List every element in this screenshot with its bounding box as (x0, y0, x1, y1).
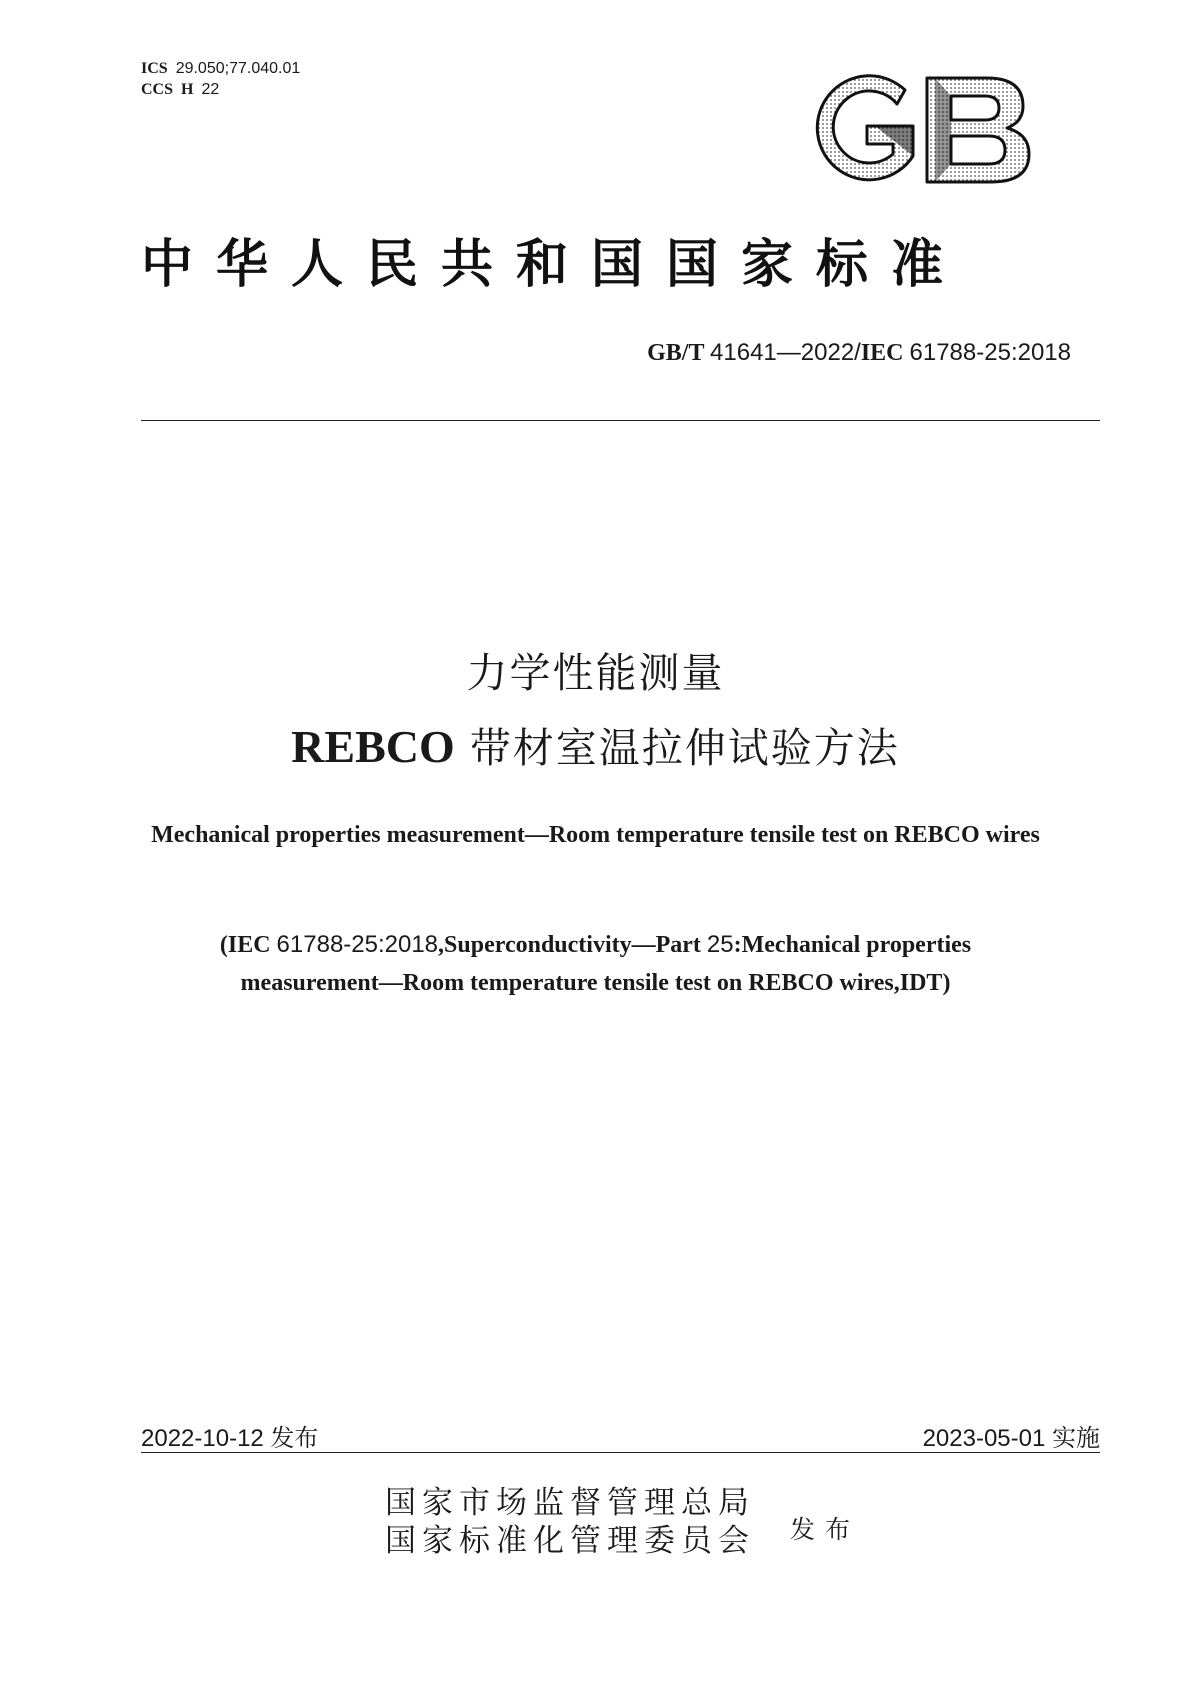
iec-reference-line-1 (0, 931, 1191, 959)
iec-reference-line-2: measurement—Room temperature tensile test on REBCO wires,IDT) (240, 970, 951, 996)
issuer-sac: 国家标准化管理委员会 (385, 1523, 755, 1559)
gb-logo-icon (805, 70, 1035, 190)
chinese-title-line-2 (0, 722, 1191, 773)
gbt-prefix: GB/T (647, 340, 705, 366)
english-title: Mechanical properties measurement—Room temperature tensile test on REBCO wires (151, 822, 1040, 848)
iec-ref-text-b: :Mechanical properties (733, 932, 972, 958)
iec-ref-part-number: 25 (706, 931, 734, 958)
ccs-label: CCS (141, 81, 174, 98)
iec-ref-text-a: ,Superconductivity—Part (438, 932, 701, 958)
footer-divider (141, 1452, 1100, 1453)
chinese-title-line-1: 力学性能测量 (466, 649, 725, 697)
issue-date: 2022-10-12 发布 (141, 1425, 319, 1452)
effective-date: 2023-05-01 实施 (922, 1425, 1100, 1452)
iec-ref-prefix: IEC (227, 932, 271, 958)
standard-number (647, 339, 1071, 367)
issuer-samr: 国家市场监督管理总局 (385, 1485, 755, 1521)
iec-prefix: IEC (860, 340, 904, 366)
title-line-2-chinese: 带材室温拉伸试验方法 (469, 724, 900, 772)
gbt-number: 41641—2022/ (710, 339, 861, 366)
ccs-number: 22 (201, 81, 220, 98)
classification-codes (141, 58, 300, 100)
ccs-letter: H (181, 81, 194, 98)
ics-code (141, 58, 300, 79)
title-rebco: REBCO (291, 721, 455, 772)
header-divider (141, 420, 1100, 421)
iec-ref-open-paren: ( (219, 932, 228, 958)
ccs-code (141, 79, 300, 100)
issuing-organizations (385, 1484, 755, 1560)
national-standard-title: 中华人民共和国国家标准 (141, 234, 967, 295)
ics-value: 29.050;77.040.01 (175, 60, 301, 77)
iec-ref-number: 61788-25:2018 (276, 931, 439, 958)
issue-verb: 发布 (790, 1515, 861, 1544)
dates-row (141, 1418, 1100, 1453)
iec-number: 61788-25:2018 (909, 339, 1071, 366)
ics-label: ICS (141, 60, 168, 77)
